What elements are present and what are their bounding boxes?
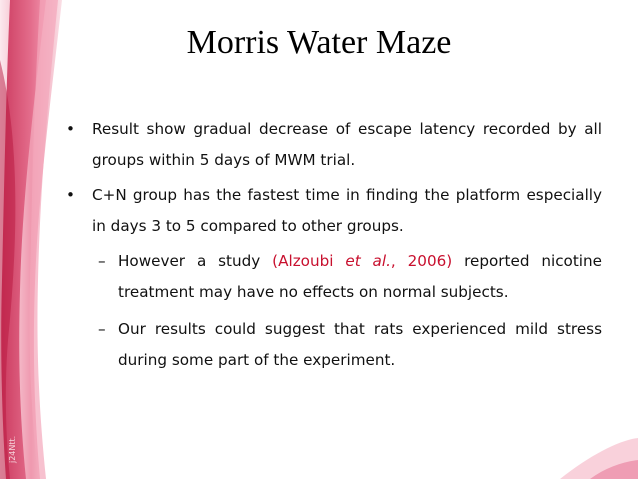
bullet-marker: • — [66, 186, 75, 204]
sub-bullet-item — [66, 246, 602, 308]
citation-author: (Alzoubi — [272, 252, 346, 270]
bullet-text: Result show gradual decrease of escape latency recorded by all groups within 5 days of MWM trial. — [92, 120, 602, 169]
bullet-item — [66, 180, 602, 242]
sub-bullet-text-before: However a study — [118, 252, 273, 270]
slide-title: Morris Water Maze — [186, 24, 452, 61]
bullet-text: C+N group has the fastest time in finding the platform especially in days 3 to 5 compared to other groups. — [92, 186, 602, 235]
citation-et-al: et al. — [345, 252, 391, 270]
citation — [272, 252, 452, 270]
sub-bullet-marker: – — [98, 320, 106, 338]
sub-bullet-marker: – — [98, 252, 106, 270]
watermark-text: j24Ntt. — [8, 435, 17, 463]
bullet-item — [66, 114, 602, 176]
citation-year: , 2006) — [390, 252, 453, 270]
bullet-marker: • — [66, 120, 75, 138]
sub-bullet-text: Our results could suggest that rats experienced mild stress during some part of the experiment. — [118, 320, 602, 369]
sub-bullet-item — [66, 314, 602, 376]
slide-content — [66, 114, 602, 382]
sub-bullet-text-after: reported nicotine treatment may have no effects on normal subjects. — [118, 252, 602, 301]
